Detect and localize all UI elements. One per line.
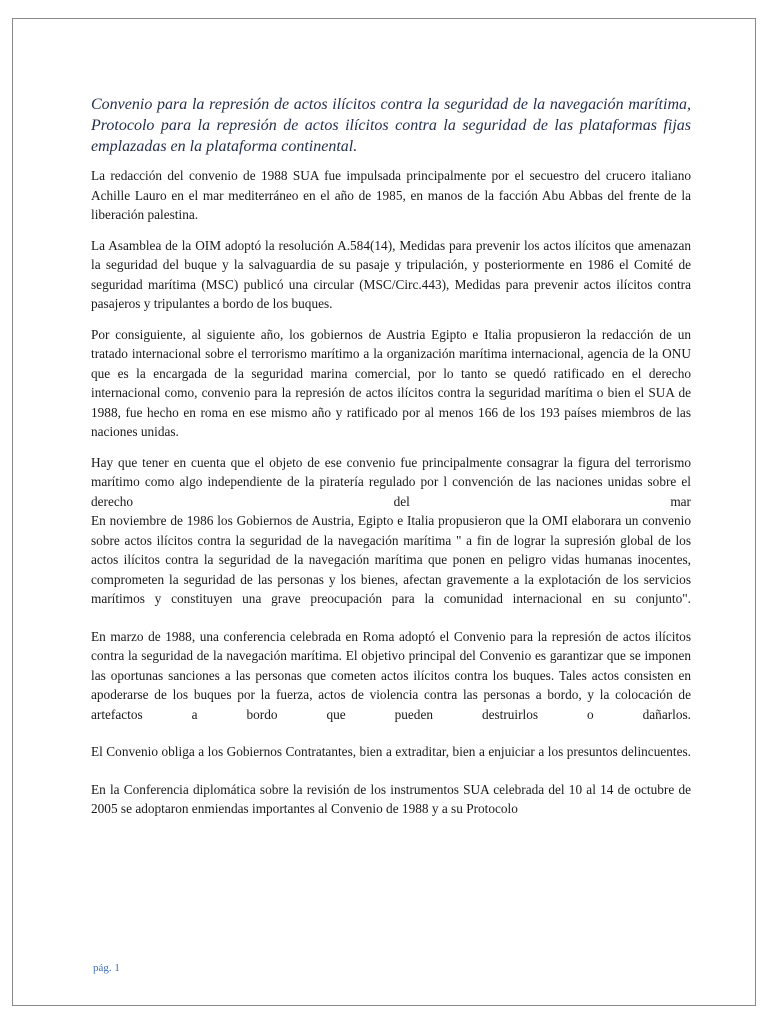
paragraph-6: El Convenio obliga a los Gobiernos Contratantes, bien a extraditar, bien a enjuiciar a los presuntos delincuentes. <box>91 744 691 759</box>
paragraph-4b: En noviembre de 1986 los Gobiernos de Austria, Egipto e Italia propusieron que la OMI elaborara un convenio sobre actos ilícitos contra la seguridad de la navegación marítima " a fin de lograr la supresión global de los actos ilícitos contra la seguridad de la navegación marítima que ponen en peligro vidas humanas inocentes, comprometen la seguridad de las personas y los bienes, afectan gravemente a la explotación de los servicios marítimos y constituyen una grave preocupación para la comunidad internacional en su conjunto". <box>91 513 691 606</box>
paragraph-3: Por consiguiente, al siguiente año, los gobiernos de Austria Egipto e Italia propusieron la redacción de un tratado internacional sobre el terrorismo marítimo a la organización marítima internacional, agencia de la ONU que es la encargada de la seguridad marina comercial, por lo tanto se quedó ratificado en el derecho internacional como, convenio para la represión de actos ilícitos contra la seguridad marítima o bien el SUA de 1988, fue hecho en roma en ese mismo año y ratificado por al menos 166 de los 193 países miembros de las naciones unidas. <box>91 326 691 439</box>
document-page <box>12 18 756 1006</box>
document-title: Convenio para la represión de actos ilícitos contra la seguridad de la navegación marítima, Protocolo para la represión de actos ilícitos contra la seguridad de las plataformas fijas emplazadas en la plataforma continental. <box>91 96 691 155</box>
document-body <box>91 94 691 830</box>
paragraph-2: La Asamblea de la OIM adoptó la resolución A.584(14), Medidas para prevenir los actos ilícitos que amenazan la seguridad del buque y la salvaguardia de su pasaje y tripulación, y posteriormente en 1986 el Comité de seguridad marítima (MSC) publicó una circular (MSC/Circ.443), Medidas para prevenir actos ilícitos contra pasajeros y tripulantes a bordo de los buques. <box>91 237 691 311</box>
paragraph-7: En la Conferencia diplomática sobre la revisión de los instrumentos SUA celebrada del 10 al 14 de octubre de 2005 se adoptaron enmiendas importantes al Convenio de 1988 y a su Protocolo <box>91 781 691 816</box>
page-number: pág. 1 <box>93 962 120 974</box>
paragraph-1: La redacción del convenio de 1988 SUA fue impulsada principalmente por el secuestro del crucero italiano Achille Lauro en el mar mediterráneo en el año de 1985, en manos de la facción Abu Abbas del frente de la liberación palestina. <box>91 168 691 222</box>
paragraph-4a: Hay que tener en cuenta que el objeto de ese convenio fue principalmente consagrar la figura del terrorismo marítimo como algo independiente de la piratería regulado por l convención de las naciones unidas sobre el derecho del mar <box>91 454 691 509</box>
paragraph-5: En marzo de 1988, una conferencia celebrada en Roma adoptó el Convenio para la represión de actos ilícitos contra la seguridad de la navegación marítima. El objetivo principal del Convenio es garantizar que se imponen las oportunas sanciones a las personas que cometen actos ilícitos contra los buques. Tales actos consisten en apoderarse de los buques por la fuerza, actos de violencia contra las personas a bordo, y la colocación de artefactos a bordo que pueden destruirlos o dañarlos. <box>91 628 691 722</box>
